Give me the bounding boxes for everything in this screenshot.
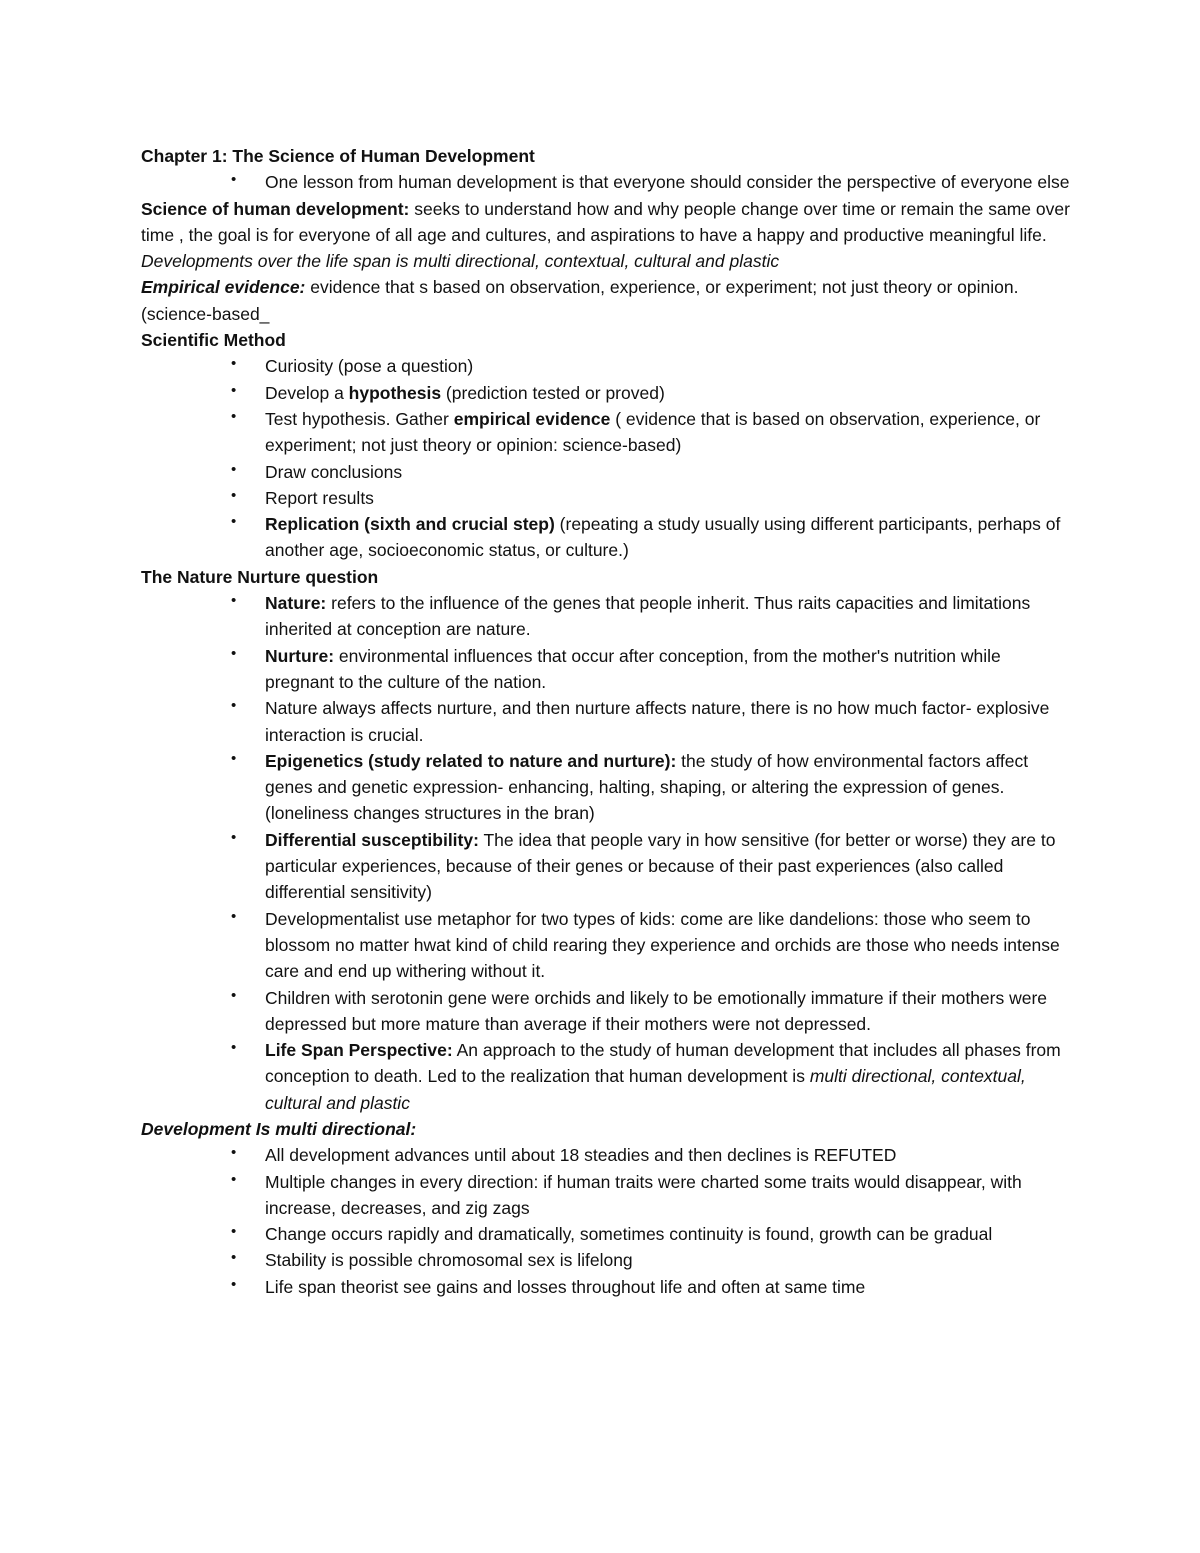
scientific-method-heading: Scientific Method xyxy=(141,330,286,351)
list-item: • Children with serotonin gene were orchids and likely to be emotionally immature if their mothers were depressed but more mature than average if their mothers were not depressed. xyxy=(231,986,1048,1034)
list-item: • Report results xyxy=(231,486,374,508)
nature-nurture-list xyxy=(141,590,1071,1116)
list-item: • Replication (sixth and crucial step) (repeating a study usually using different participants, perhaps of another age, socioeconomic status, or culture.) xyxy=(231,513,1061,561)
bullet-icon: • xyxy=(231,381,237,399)
bullet-icon: • xyxy=(231,592,237,610)
bullet-icon: • xyxy=(231,407,237,425)
bullet-icon: • xyxy=(231,460,237,478)
list-item: • All development advances until about 18 steadies and then declines is REFUTED xyxy=(231,1144,897,1166)
science-definition: Science of human development: seeks to understand how and why people change over time or remain the same over time , the goal is for everyone of all age and cultures, and aspirations to have a happy and productive meaningful life. xyxy=(141,198,1070,245)
bullet-icon: • xyxy=(231,1039,237,1057)
bullet-icon: • xyxy=(231,1275,237,1293)
list-item: • Differential susceptibility: The idea that people vary in how sensitive (for better or worse) they are to particular experiences, because of their genes or because of their past experiences (also called differential sensitivity) xyxy=(231,828,1056,903)
list-item: • Multiple changes in every direction: if human traits were charted some traits would disappear, with increase, decreases, and zig zags xyxy=(231,1170,1022,1218)
bullet-icon: • xyxy=(231,486,237,504)
bullet-icon: • xyxy=(231,749,237,767)
list-item: • Change occurs rapidly and dramatically, sometimes continuity is found, growth can be gradual xyxy=(231,1223,993,1245)
list-item: • Life Span Perspective: An approach to the study of human development that includes all phases from conception to death. Led to the realization that human development is multi directional, contextual, cultural and plastic xyxy=(231,1039,1061,1113)
bullet-icon: • xyxy=(231,1249,237,1267)
bullet-icon: • xyxy=(231,513,237,531)
intro-list xyxy=(141,169,1071,195)
list-item: • Nurture: environmental influences that occur after conception, from the mother's nutrition while pregnant to the culture of the nation. xyxy=(231,644,1001,692)
bullet-icon: • xyxy=(231,171,237,189)
bullet-icon: • xyxy=(231,644,237,662)
bullet-icon: • xyxy=(231,1144,237,1162)
chapter-title: Chapter 1: The Science of Human Development xyxy=(141,146,535,166)
document-page xyxy=(141,143,1071,1300)
list-item: • One lesson from human development is that everyone should consider the perspective of everyone else xyxy=(231,171,1070,193)
list-item: • Nature: refers to the influence of the genes that people inherit. Thus raits capacities and limitations inherited at conception are nature. xyxy=(231,592,1031,640)
bullet-icon: • xyxy=(231,355,237,373)
bullet-icon: • xyxy=(231,1170,237,1188)
list-item: • Stability is possible chromosomal sex is lifelong xyxy=(231,1249,633,1271)
bullet-icon: • xyxy=(231,1223,237,1241)
list-item: • Test hypothesis. Gather empirical evidence ( evidence that is based on observation, experience, or experiment; not just theory or opinion: science-based) xyxy=(231,407,1041,456)
bullet-icon: • xyxy=(231,697,237,715)
multi-directional-list xyxy=(141,1142,1071,1300)
nature-nurture-heading: The Nature Nurture question xyxy=(141,566,379,587)
list-item: • Developmentalist use metaphor for two types of kids: come are like dandelions: those who seem to blossom no matter hwat kind of child rearing they experience and orchids are those who needs intense care and end up withering without it. xyxy=(231,907,1060,982)
bullet-icon: • xyxy=(231,907,237,925)
list-item: • Draw conclusions xyxy=(231,460,403,482)
bullet-icon: • xyxy=(231,828,237,846)
list-item: • Epigenetics (study related to nature and nurture): the study of how environmental factors affect genes and genetic expression- enhancing, halting, shaping, or altering the expression of genes. (loneliness changes structures in the bran) xyxy=(231,749,1029,824)
multi-directional-heading: Development Is multi directional: xyxy=(141,1118,417,1139)
list-item: • Nature always affects nurture, and then nurture affects nature, there is no how much factor- explosive interaction is crucial. xyxy=(231,697,1050,745)
empirical-definition: Empirical evidence: evidence that s based on observation, experience, or experiment; not just theory or opinion. (science-based_ xyxy=(141,277,1019,324)
development-statement: Developments over the life span is multi directional, contextual, cultural and plastic xyxy=(141,251,780,272)
scientific-method-list xyxy=(141,353,1071,563)
list-item: • Curiosity (pose a question) xyxy=(231,355,474,377)
list-item: • Life span theorist see gains and losses throughout life and often at same time xyxy=(231,1275,866,1297)
list-item: • Develop a hypothesis (prediction tested or proved) xyxy=(231,381,665,403)
bullet-icon: • xyxy=(231,986,237,1004)
